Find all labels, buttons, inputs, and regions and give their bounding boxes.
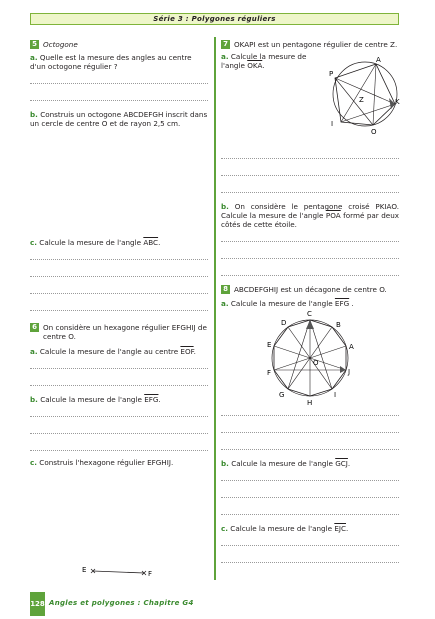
label-e: E — [267, 341, 272, 349]
answer-line[interactable] — [221, 514, 399, 515]
answer-line[interactable] — [30, 433, 208, 434]
label-a: A — [376, 56, 381, 64]
question-7b: b. On considère le pentagone croisé PKIAO. Calcule la mesure de l'angle $\overline{POA}$ formé par deux côtés de cette étoile. — [221, 202, 400, 229]
label-h: H — [307, 399, 313, 405]
exercise-intro: OKAPI est un pentagone régulier de centre Z. — [234, 40, 398, 49]
column-divider — [214, 37, 216, 580]
label-o: O — [313, 359, 319, 367]
label-g: G — [279, 391, 285, 399]
exercise-title: Octogone — [43, 40, 78, 49]
segment-line — [93, 571, 144, 573]
answer-line[interactable] — [30, 83, 208, 84]
answer-line[interactable] — [30, 385, 208, 386]
right-column — [221, 40, 399, 563]
exercise-7 — [221, 40, 399, 276]
angle-efg: $\overline{EFG}$ — [334, 299, 350, 308]
answer-line[interactable] — [30, 293, 208, 294]
decagon-figure — [266, 309, 358, 405]
angle-oka: $\overline{OKA}$ — [247, 61, 263, 70]
exercise-number: 8 — [221, 285, 230, 294]
answer-line[interactable] — [221, 545, 399, 546]
exercise-intro: On considère un hexagone régulier EFGHIJ de centre O. — [43, 323, 207, 341]
answer-line[interactable] — [30, 450, 208, 451]
answer-line[interactable] — [221, 192, 399, 193]
exercise-6 — [30, 323, 208, 467]
diagonal — [341, 64, 376, 122]
label-k: K — [395, 98, 400, 106]
answer-line[interactable] — [30, 368, 208, 369]
pentagon-okapi — [335, 64, 395, 125]
label-i: I — [331, 120, 334, 128]
exercise-intro: ABCDEFGHIJ est un décagone de centre O. — [234, 285, 387, 294]
label-e: E — [82, 566, 87, 574]
exercise-number: 7 — [221, 40, 230, 49]
answer-line[interactable] — [30, 100, 208, 101]
answer-line[interactable] — [221, 241, 399, 242]
angle-marker — [306, 320, 314, 329]
answer-line[interactable] — [30, 310, 208, 311]
label-f: F — [267, 369, 272, 377]
angle-ejc: $\overline{EJC}$ — [334, 524, 346, 533]
question-6c: c. Construis l'hexagone régulier EFGHIJ. — [30, 458, 174, 467]
answer-line[interactable] — [30, 259, 208, 260]
label-z: Z — [359, 96, 364, 104]
chapter-footer: Angles et polygones : Chapitre G4 — [49, 599, 194, 607]
angle-efg: $\overline{EFG}$ — [144, 395, 159, 404]
label-o: O — [371, 128, 377, 136]
question-6b: b. Calcule la mesure de l'angle $\overline{EFG}$. — [30, 395, 161, 404]
answer-line[interactable] — [221, 158, 399, 159]
label-b: B — [336, 321, 341, 329]
angle-poa: $\overline{POA}$ — [325, 211, 341, 220]
label-f: F — [148, 570, 153, 578]
series-title-banner — [30, 13, 399, 25]
series-title: Série 3 : Polygones réguliers — [153, 15, 276, 23]
question-8b: b. Calcule la mesure de l'angle $\overline{GCJ}$. — [221, 459, 351, 468]
angle-abc: $\overline{ABC}$ — [143, 238, 159, 247]
exercise-5 — [30, 40, 208, 311]
question-8c: c. Calcule la mesure de l'angle $\overline{EJC}$. — [221, 524, 349, 533]
label-a: A — [349, 343, 354, 351]
answer-line[interactable] — [221, 562, 399, 563]
exercise-number: 5 — [30, 40, 39, 49]
question-5c: c. Calcule la mesure de l'angle $\overline{ABC}$. — [30, 238, 161, 247]
answer-line[interactable] — [221, 275, 399, 276]
left-column — [30, 40, 208, 467]
question-8a: a. Calcule la mesure de l'angle $\overline{EFG}$ . — [221, 299, 354, 308]
answer-line[interactable] — [30, 276, 208, 277]
label-i: I — [334, 391, 337, 399]
page-number: 128 — [30, 592, 45, 616]
angle-gcj: $\overline{GCJ}$ — [335, 459, 348, 468]
label-j: J — [348, 368, 351, 376]
exercise-8 — [221, 285, 399, 563]
circumscribed-circle — [333, 62, 397, 126]
question-5a: a. Quelle est la mesure des angles au centre d'un octogone régulier ? — [30, 53, 192, 71]
question-6a: a. Calcule la mesure de l'angle au centre $\overline{EOF}$. — [30, 347, 196, 356]
question-5b: b. Construis un octogone ABCDEFGH inscrit dans un cercle de centre O et de rayon 2,5 cm. — [30, 110, 208, 128]
answer-line[interactable] — [221, 480, 399, 481]
exercise-number: 6 — [30, 323, 39, 332]
angle-eof: $\overline{EOF}$ — [180, 347, 194, 356]
question-7a: a. Calcule la mesure de l'angle $\overline{OKA}$. — [221, 52, 307, 70]
answer-line[interactable] — [221, 415, 399, 416]
answer-line[interactable] — [221, 432, 399, 433]
answer-line[interactable] — [221, 175, 399, 176]
answer-line[interactable] — [221, 258, 399, 259]
segment-ef — [80, 565, 160, 579]
label-p: P — [329, 70, 334, 78]
answer-line[interactable] — [30, 416, 208, 417]
label-c: C — [307, 310, 312, 318]
answer-line[interactable] — [221, 497, 399, 498]
pentagon-figure — [329, 54, 401, 138]
answer-line[interactable] — [221, 449, 399, 450]
diagonal — [341, 104, 395, 122]
label-d: D — [281, 319, 287, 327]
